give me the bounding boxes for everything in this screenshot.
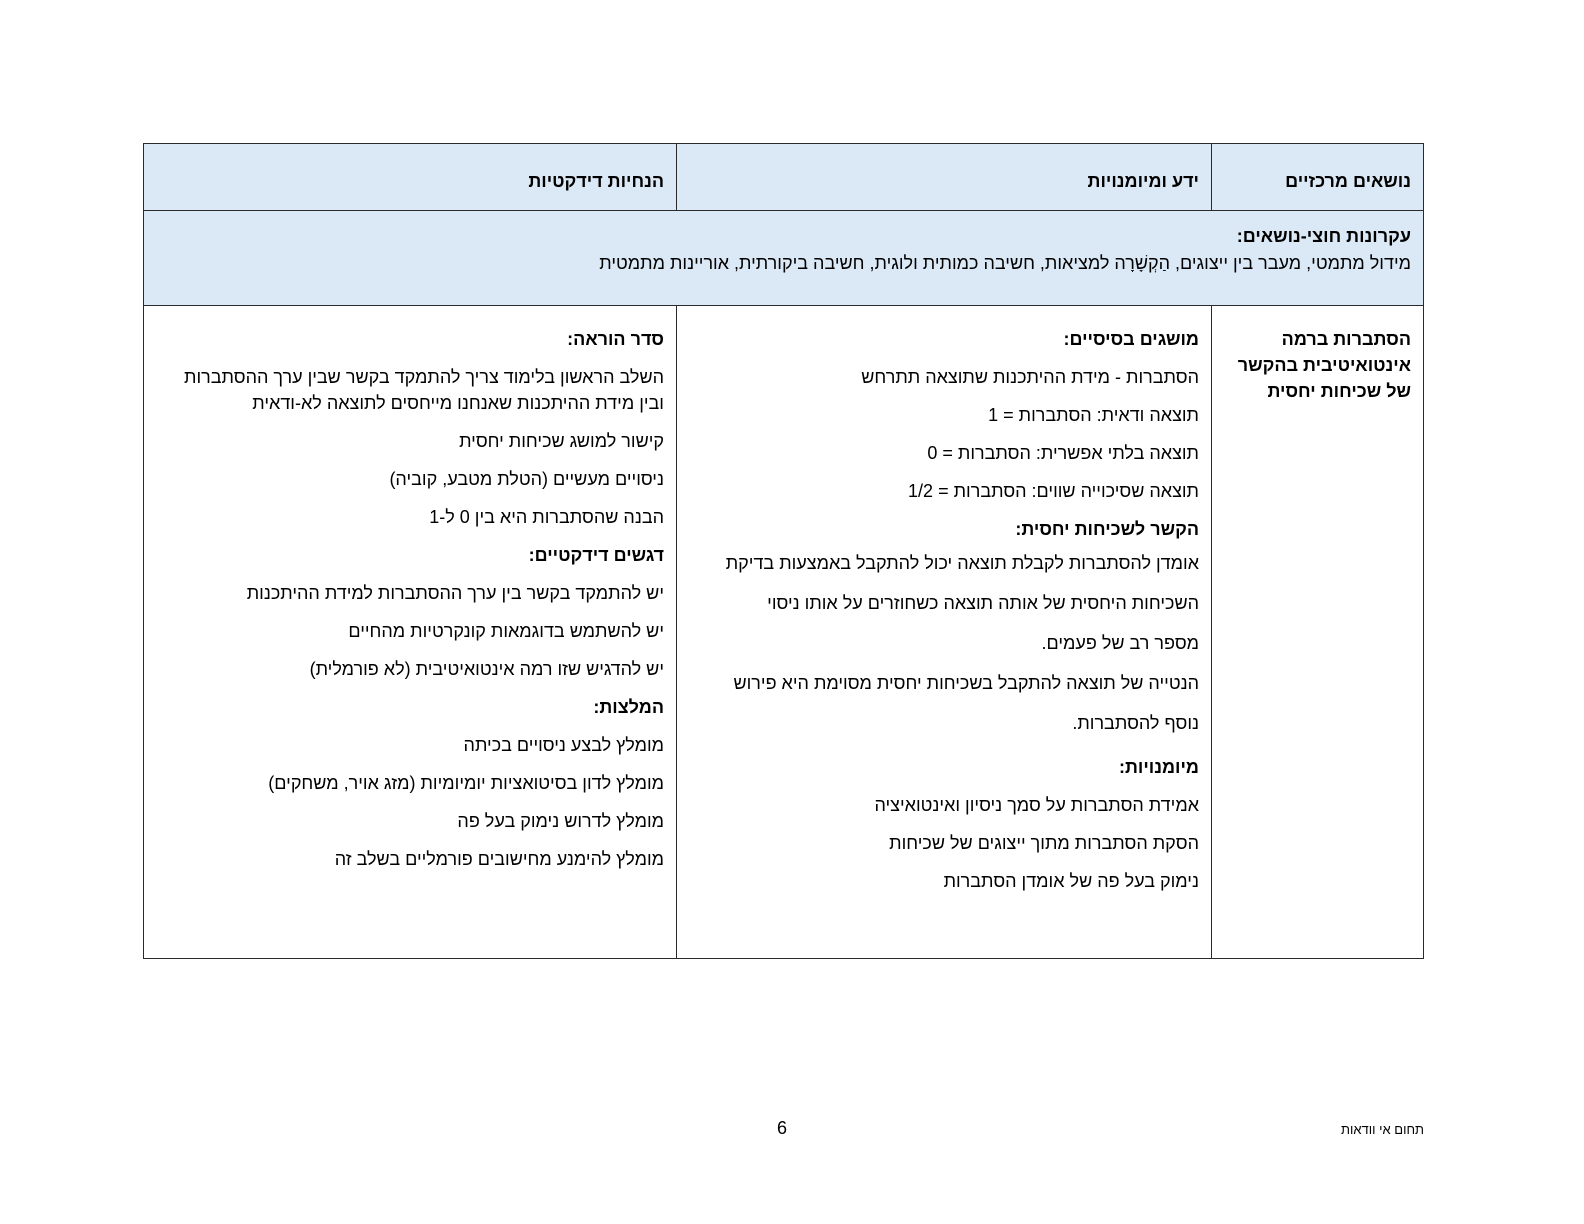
teaching-order-item: השלב הראשון בלימוד צריך להתמקד בקשר שבין ערך ההסתברות ובין מידת ההיתכנות שאנחנו מייחסים לתוצאה לא-ודאית — [184, 367, 664, 413]
header-topics: נושאים מרכזיים — [1212, 144, 1424, 211]
recommendation-item: מומלץ לדרוש נימוק בעל פה — [457, 811, 664, 831]
didactic-cell — [144, 306, 677, 959]
recommendation-item: מומלץ להימנע מחישובים פורמליים בשלב זה — [334, 849, 664, 869]
recommendation-item: מומלץ לדון בסיטואציות יומיומיות (מזג אויר, משחקים) — [268, 773, 664, 793]
basic-concept-item: תוצאה ודאית: הסתברות = 1 — [988, 405, 1199, 425]
recommendations-heading: המלצות: — [593, 697, 664, 717]
teaching-order-item: הבנה שהסתברות היא בין 0 ל-1 — [429, 507, 664, 527]
knowledge-cell — [677, 306, 1212, 959]
relative-frequency-item: מספר רב של פעמים. — [1041, 633, 1199, 653]
topic-line: אינטואיטיבית בהקשר — [1237, 355, 1411, 375]
didactic-emphasis-item: יש להתמקד בקשר בין ערך ההסתברות למידת ההיתכנות — [246, 583, 664, 603]
cross-cutting-text: מידול מתמטי, מעבר בין ייצוגים, הַקְשָׁרָה למציאות, חשיבה כמותית ולוגית, חשיבה ביקורתית, אוריינות מתמטית — [599, 253, 1411, 273]
header-knowledge: ידע ומיומנויות — [677, 144, 1212, 211]
basic-concept-item: הסתברות - מידת ההיתכנות שתוצאה תתרחש — [861, 367, 1199, 387]
footer-doc-title: תחום אי וודאות — [1341, 1122, 1424, 1137]
topic-line: של שכיחות יחסית — [1267, 381, 1411, 401]
cross-cutting-title: עקרונות חוצי-נושאים: — [1236, 226, 1411, 246]
didactic-emphasis-item: יש להשתמש בדוגמאות קונקרטיות מהחיים — [348, 621, 664, 641]
page-number: 6 — [776, 1118, 787, 1138]
skill-item: נימוק בעל פה של אומדן הסתברות — [943, 871, 1199, 891]
teaching-order-item: קישור למושג שכיחות יחסית — [459, 431, 664, 451]
relative-frequency-item: אומדן להסתברות לקבלת תוצאה יכול להתקבל באמצעות בדיקת — [725, 553, 1199, 573]
didactic-emphasis-heading: דגשים דידקטיים: — [528, 545, 664, 565]
relative-frequency-item: נוסף להסתברות. — [1072, 713, 1199, 733]
basic-concept-item: תוצאה שסיכוייה שווים: הסתברות = 1/2 — [908, 481, 1199, 501]
skills-heading: מיומנויות: — [1119, 757, 1199, 777]
teaching-order-heading: סדר הוראה: — [567, 329, 664, 349]
relative-frequency-item: השכיחות היחסית של אותה תוצאה כשחוזרים על אותו ניסוי — [767, 593, 1199, 613]
cross-cutting-cell — [144, 211, 1424, 306]
content-row — [144, 306, 1424, 959]
basic-concept-item: תוצאה בלתי אפשרית: הסתברות = 0 — [927, 443, 1199, 463]
curriculum-table — [143, 143, 1424, 959]
topic-cell — [1212, 306, 1424, 959]
basic-concepts-heading: מושגים בסיסיים: — [1063, 329, 1199, 349]
teaching-order-item: ניסויים מעשיים (הטלת מטבע, קוביה) — [389, 469, 664, 489]
didactic-emphasis-item: יש להדגיש שזו רמה אינטואיטיבית (לא פורמלית) — [309, 659, 664, 679]
relative-frequency-heading: הקשר לשכיחות יחסית: — [1015, 519, 1199, 539]
recommendation-item: מומלץ לבצע ניסויים בכיתה — [463, 735, 664, 755]
cross-cutting-row — [144, 211, 1424, 306]
skill-item: אמידת הסתברות על סמך ניסיון ואינטואיציה — [874, 795, 1199, 815]
topic-line: הסתברות ברמה — [1281, 329, 1411, 349]
skill-item: הסקת הסתברות מתוך ייצוגים של שכיחות — [889, 833, 1199, 853]
header-didactic: הנחיות דידקטיות — [144, 144, 677, 211]
header-row — [144, 144, 1424, 211]
relative-frequency-item: הנטייה של תוצאה להתקבל בשכיחות יחסית מסוימת היא פירוש — [733, 673, 1199, 693]
